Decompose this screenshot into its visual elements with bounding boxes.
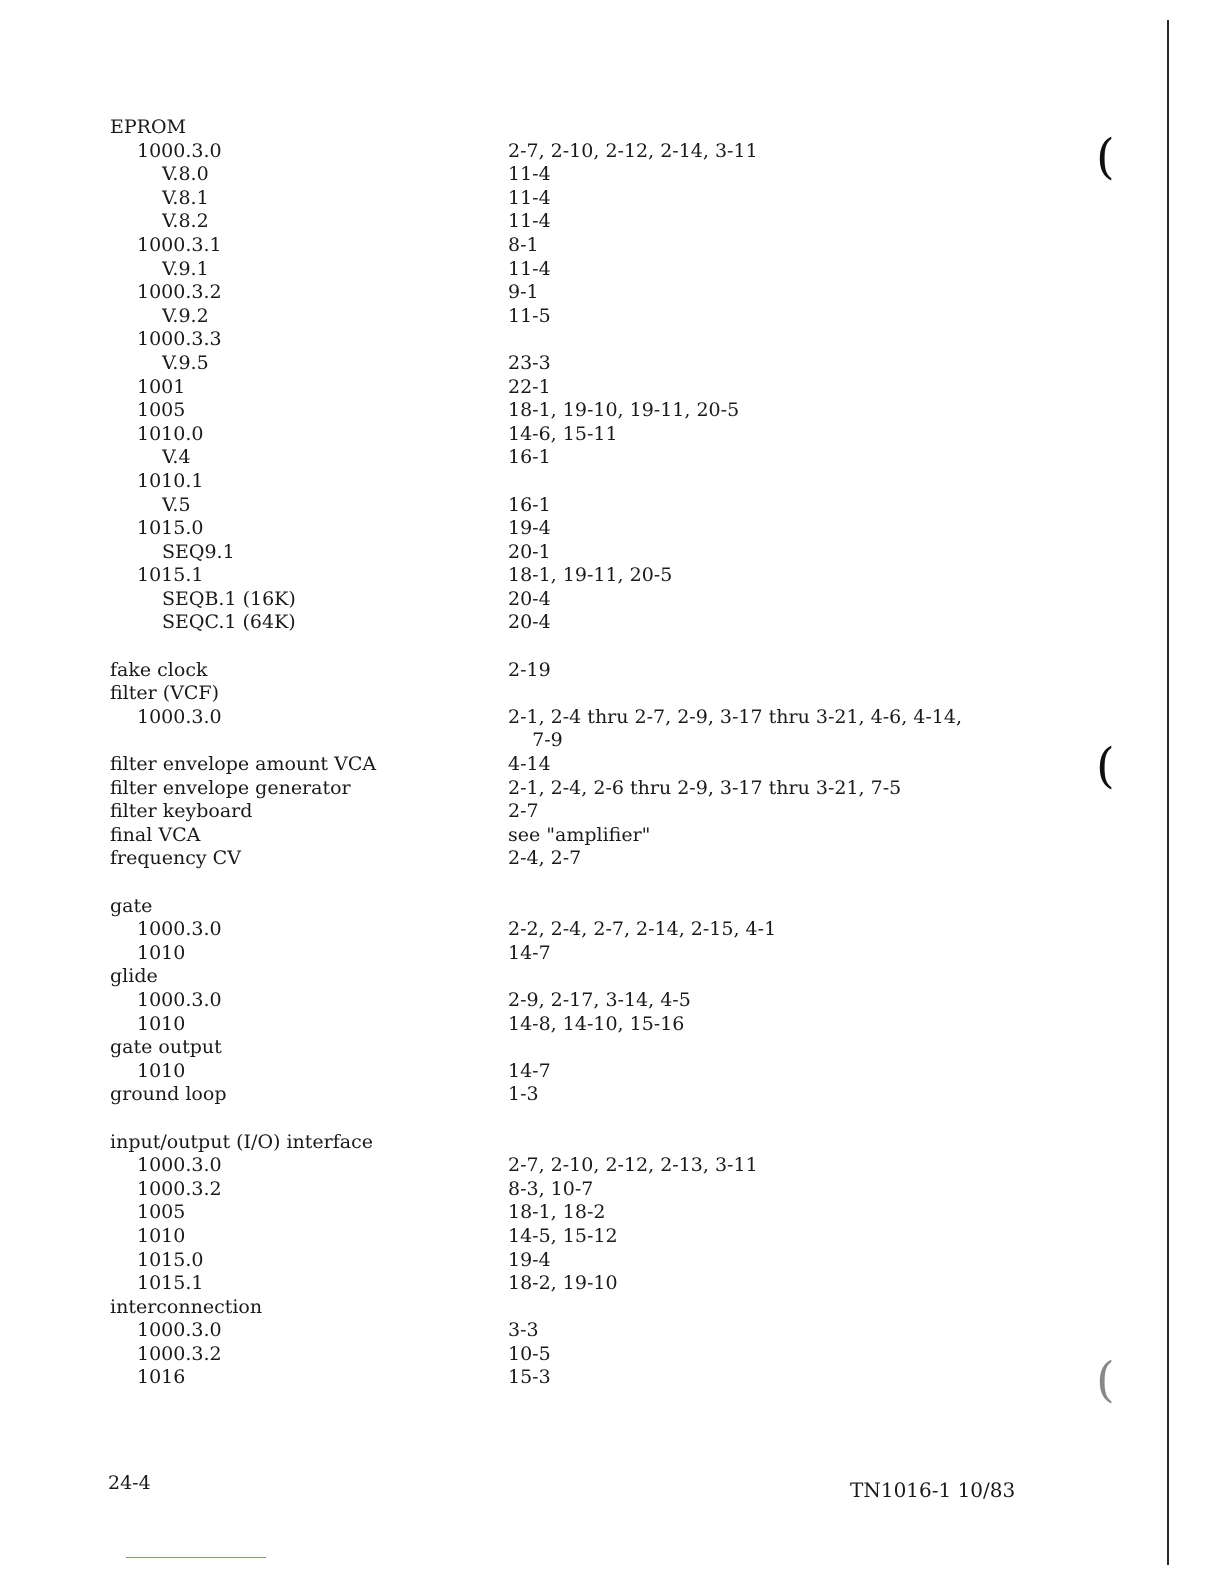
index-row xyxy=(110,517,1030,541)
index-row xyxy=(110,588,1030,612)
index-term: filter envelope amount VCA xyxy=(110,753,377,776)
index-page-refs: 4-14 xyxy=(508,753,551,776)
index-row xyxy=(110,1036,1030,1060)
index-page-refs: 11-4 xyxy=(508,210,551,233)
index-term: 1000.3.0 xyxy=(137,988,222,1011)
index-page-refs: 1-3 xyxy=(508,1083,539,1106)
index-term: V.9.2 xyxy=(162,304,209,327)
index-row xyxy=(110,1225,1030,1249)
index-term: filter (VCF) xyxy=(110,682,220,705)
index-row xyxy=(110,399,1030,423)
index-term: glide xyxy=(110,965,158,988)
index-page-refs: 16-1 xyxy=(508,493,551,516)
index-row xyxy=(110,328,1030,352)
index-row xyxy=(110,1083,1030,1107)
index-row xyxy=(110,470,1030,494)
index-row xyxy=(110,1013,1030,1037)
index-page-refs: 16-1 xyxy=(508,446,551,469)
page-edge-line xyxy=(1167,20,1169,1565)
index-page-refs: 18-2, 19-10 xyxy=(508,1272,618,1295)
index-row xyxy=(110,611,1030,635)
index-page-refs: 18-1, 19-11, 20-5 xyxy=(508,564,673,587)
index-term: 1005 xyxy=(137,399,186,422)
index-row xyxy=(110,1366,1030,1390)
index-page-refs: 2-4, 2-7 xyxy=(508,847,582,870)
index-page-refs: 20-4 xyxy=(508,587,551,610)
index-term: 1000.3.0 xyxy=(137,1319,222,1342)
index-term: 1010.0 xyxy=(137,422,204,445)
index-entries xyxy=(110,116,1030,1390)
index-term: input/output (I/O) interface xyxy=(110,1130,374,1153)
index-row xyxy=(110,800,1030,824)
index-row xyxy=(110,494,1030,518)
index-term: 1010 xyxy=(137,1224,186,1247)
index-term: 1010 xyxy=(137,1059,186,1082)
index-row xyxy=(110,1296,1030,1320)
index-page-refs: 2-9, 2-17, 3-14, 4-5 xyxy=(508,988,691,1011)
bottom-rule xyxy=(126,1557,266,1558)
index-page-refs: 19-4 xyxy=(508,1248,551,1271)
index-page-refs: 11-5 xyxy=(508,304,551,327)
index-page-refs: 20-4 xyxy=(508,611,551,634)
index-page-refs: 2-7, 2-10, 2-12, 2-13, 3-11 xyxy=(508,1154,758,1177)
index-row xyxy=(110,1060,1030,1084)
index-row xyxy=(110,1272,1030,1296)
index-term: V.9.1 xyxy=(162,257,209,280)
index-term: frequency CV xyxy=(110,847,241,870)
index-term: gate output xyxy=(110,1036,222,1059)
document-id: TN1016-1 10/83 xyxy=(850,1478,1016,1502)
index-page-refs: 19-4 xyxy=(508,517,551,540)
index-page-refs: 2-19 xyxy=(508,658,551,681)
index-row xyxy=(110,729,1030,753)
index-page-refs: 8-3, 10-7 xyxy=(508,1177,594,1200)
index-row xyxy=(110,659,1030,683)
index-row xyxy=(110,446,1030,470)
index-term: V.8.2 xyxy=(162,210,209,233)
index-row xyxy=(110,234,1030,258)
index-row xyxy=(110,187,1030,211)
index-row xyxy=(110,376,1030,400)
index-term: gate xyxy=(110,894,153,917)
index-row xyxy=(110,847,1030,871)
index-term: 1000.3.2 xyxy=(137,1177,222,1200)
index-term: 1000.3.2 xyxy=(137,281,222,304)
index-row xyxy=(110,1154,1030,1178)
index-term: SEQC.1 (64K) xyxy=(162,611,296,634)
index-term: 1000.3.0 xyxy=(137,1154,222,1177)
index-page-refs: 2-1, 2-4 thru 2-7, 2-9, 3-17 thru 3-21, 4-6, 4-14, xyxy=(508,705,963,728)
index-row xyxy=(110,777,1030,801)
index-term: 1000.3.0 xyxy=(137,918,222,941)
index-term: filter envelope generator xyxy=(110,776,351,799)
index-page-refs: 14-6, 15-11 xyxy=(508,422,618,445)
index-term: 1016 xyxy=(137,1366,186,1389)
index-page-refs: 23-3 xyxy=(508,351,551,374)
index-row xyxy=(110,258,1030,282)
index-term: 1015.0 xyxy=(137,517,204,540)
index-row xyxy=(110,1178,1030,1202)
index-page-refs: 7-9 xyxy=(508,729,563,752)
index-row xyxy=(110,895,1030,919)
index-page-refs: 14-5, 15-12 xyxy=(508,1224,618,1247)
index-term: EPROM xyxy=(110,116,186,138)
index-page-refs: 15-3 xyxy=(508,1366,551,1389)
index-term: V.5 xyxy=(162,493,191,516)
index-term: 1015.1 xyxy=(137,564,204,587)
index-term: 1015.1 xyxy=(137,1272,204,1295)
index-term: 1000.3.3 xyxy=(137,328,222,351)
index-row xyxy=(110,116,1030,140)
index-row xyxy=(110,1343,1030,1367)
index-page-refs: 14-7 xyxy=(508,1059,551,1082)
index-term: filter keyboard xyxy=(110,800,253,823)
index-row xyxy=(110,210,1030,234)
index-row xyxy=(110,824,1030,848)
index-row xyxy=(110,352,1030,376)
index-row xyxy=(110,564,1030,588)
index-row xyxy=(110,965,1030,989)
index-page-refs: 2-7, 2-10, 2-12, 2-14, 3-11 xyxy=(508,139,758,162)
index-page-refs: 8-1 xyxy=(508,233,539,256)
index-term: ground loop xyxy=(110,1083,227,1106)
index-term: V.8.0 xyxy=(162,163,209,186)
index-row xyxy=(110,541,1030,565)
index-term: SEQB.1 (16K) xyxy=(162,587,296,610)
index-term: 1000.3.0 xyxy=(137,705,222,728)
index-term: 1000.3.1 xyxy=(137,233,222,256)
binder-hole-mark: ( xyxy=(1096,738,1115,794)
index-term: interconnection xyxy=(110,1295,263,1318)
index-page-refs: see "amplifier" xyxy=(508,823,651,846)
index-page-refs: 2-2, 2-4, 2-7, 2-14, 2-15, 4-1 xyxy=(508,918,777,941)
index-row xyxy=(110,281,1030,305)
index-page-refs: 11-4 xyxy=(508,257,551,280)
index-row xyxy=(110,140,1030,164)
index-term: 1000.3.2 xyxy=(137,1342,222,1365)
index-row xyxy=(110,989,1030,1013)
index-term: 1010.1 xyxy=(137,469,204,492)
index-page-refs: 18-1, 18-2 xyxy=(508,1201,606,1224)
index-row xyxy=(110,163,1030,187)
index-term: 1015.0 xyxy=(137,1248,204,1271)
index-page-refs: 9-1 xyxy=(508,281,539,304)
index-term: 1001 xyxy=(137,375,186,398)
index-row xyxy=(110,682,1030,706)
index-page-refs: 2-1, 2-4, 2-6 thru 2-9, 3-17 thru 3-21, 7-5 xyxy=(508,776,902,799)
binder-hole-mark: ( xyxy=(1096,129,1115,185)
index-row xyxy=(110,1319,1030,1343)
index-page-refs: 20-1 xyxy=(508,540,551,563)
index-page-refs: 14-8, 14-10, 15-16 xyxy=(508,1012,685,1035)
index-term: 1010 xyxy=(137,941,186,964)
index-row xyxy=(110,1249,1030,1273)
index-page-refs: 11-4 xyxy=(508,163,551,186)
index-page-refs: 22-1 xyxy=(508,375,551,398)
index-term: final VCA xyxy=(110,823,201,846)
index-row xyxy=(110,753,1030,777)
index-page-refs: 3-3 xyxy=(508,1319,539,1342)
index-page-refs: 14-7 xyxy=(508,941,551,964)
index-row xyxy=(110,942,1030,966)
index-page-refs: 10-5 xyxy=(508,1342,551,1365)
binder-hole-mark: ( xyxy=(1096,1352,1115,1408)
index-row xyxy=(110,706,1030,730)
index-term: 1000.3.0 xyxy=(137,139,222,162)
index-term: SEQ9.1 xyxy=(162,540,235,563)
page-number: 24-4 xyxy=(108,1472,151,1494)
index-row xyxy=(110,1201,1030,1225)
index-term: fake clock xyxy=(110,658,208,681)
index-page-refs: 11-4 xyxy=(508,186,551,209)
index-term: 1005 xyxy=(137,1201,186,1224)
index-term: V.8.1 xyxy=(162,186,209,209)
index-page-refs: 2-7 xyxy=(508,800,539,823)
index-row xyxy=(110,305,1030,329)
index-row xyxy=(110,918,1030,942)
index-row xyxy=(110,423,1030,447)
index-term: V.9.5 xyxy=(162,351,209,374)
index-term: 1010 xyxy=(137,1012,186,1035)
index-term: V.4 xyxy=(162,446,191,469)
index-row xyxy=(110,1131,1030,1155)
index-page-refs: 18-1, 19-10, 19-11, 20-5 xyxy=(508,399,740,422)
